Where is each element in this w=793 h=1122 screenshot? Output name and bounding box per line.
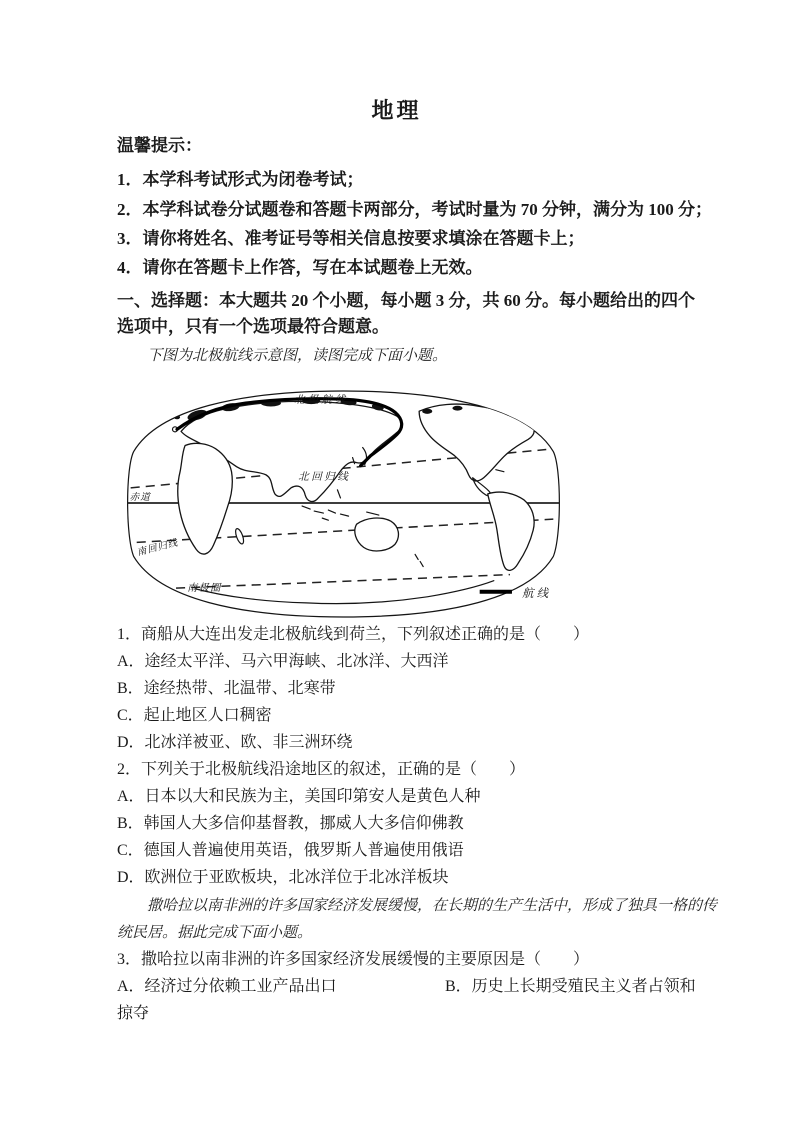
question-2-option-b: B．韩国人大多信仰基督教，挪威人大多信仰佛教: [117, 815, 464, 832]
notice-item-3: 3．请你将姓名、准考证号等相关信息按要求填涂在答题卡上；: [117, 229, 585, 248]
figure-intro: 下图为北极航线示意图，读图完成下面小题。: [147, 348, 448, 364]
map-label-tropic-cancer: 北回归线: [298, 471, 351, 483]
question-3-option-a: A．经济过分依赖工业产品出口: [117, 978, 337, 995]
legend-route-label: 航线: [522, 586, 552, 600]
question-1-option-a: A．途经太平洋、马六甲海峡、北冰洋、大西洋: [117, 653, 449, 670]
question-2-option-a: A．日本以大和民族为主，美国印第安人是黄色人种: [117, 788, 481, 805]
question-3-option-b: B．历史上长期受殖民主义者占领和: [445, 978, 696, 995]
question-2-stem: 2．下列关于北极航线沿途地区的叙述，正确的是（ ）: [117, 761, 526, 778]
question-1-option-b: B．途经热带、北温带、北寒带: [117, 680, 336, 697]
question-1-stem: 1．商船从大连出发走北极航线到荷兰，下列叙述正确的是（ ）: [117, 626, 590, 643]
notice-item-1: 1．本学科考试形式为闭卷考试；: [117, 170, 364, 189]
question-3-stem: 3．撒哈拉以南非洲的许多国家经济发展缓慢的主要原因是（ ）: [117, 951, 590, 968]
world-map-svg: [124, 389, 564, 619]
notice-heading: 温馨提示：: [117, 136, 202, 155]
page-title: 地理: [371, 98, 422, 123]
map-label-equator: 赤道: [129, 491, 151, 503]
map-label-arctic-route: 北极航线: [294, 395, 349, 407]
map-label-tropic-capricorn: 南回归线: [135, 537, 180, 559]
notice-item-4: 4．请你在答题卡上作答，写在本试题卷上无效。: [117, 258, 483, 277]
question-1-option-c: C．起止地区人口稠密: [117, 707, 272, 724]
passage-line-2: 统民居。据此完成下面小题。: [117, 925, 313, 941]
section-heading-line-2: 选项中，只有一个选项最符合题意。: [117, 317, 389, 336]
question-2-option-c: C．德国人普遍使用英语，俄罗斯人普遍使用俄语: [117, 842, 464, 859]
question-1-option-d: D．北冰洋被亚、欧、非三洲环绕: [117, 734, 353, 751]
arctic-route-map-figure: [124, 389, 564, 619]
question-3-option-b-continuation: 掠夺: [117, 1005, 150, 1022]
passage-line-1: 撒哈拉以南非洲的许多国家经济发展缓慢，在长期的生产生活中，形成了独具一格的传: [147, 898, 718, 914]
section-heading-line-1: 一、选择题：本大题共 20 个小题，每小题 3 分，共 60 分。每小题给出的四个: [117, 291, 695, 310]
notice-item-2: 2．本学科试卷分试题卷和答题卡两部分，考试时量为 70 分钟，满分为 100 分；: [117, 200, 712, 219]
question-2-option-d: D．欧洲位于亚欧板块，北冰洋位于北冰洋板块: [117, 869, 449, 886]
map-label-antarctic-circle: 南极圈: [187, 582, 222, 594]
continents-outline: [173, 398, 557, 604]
